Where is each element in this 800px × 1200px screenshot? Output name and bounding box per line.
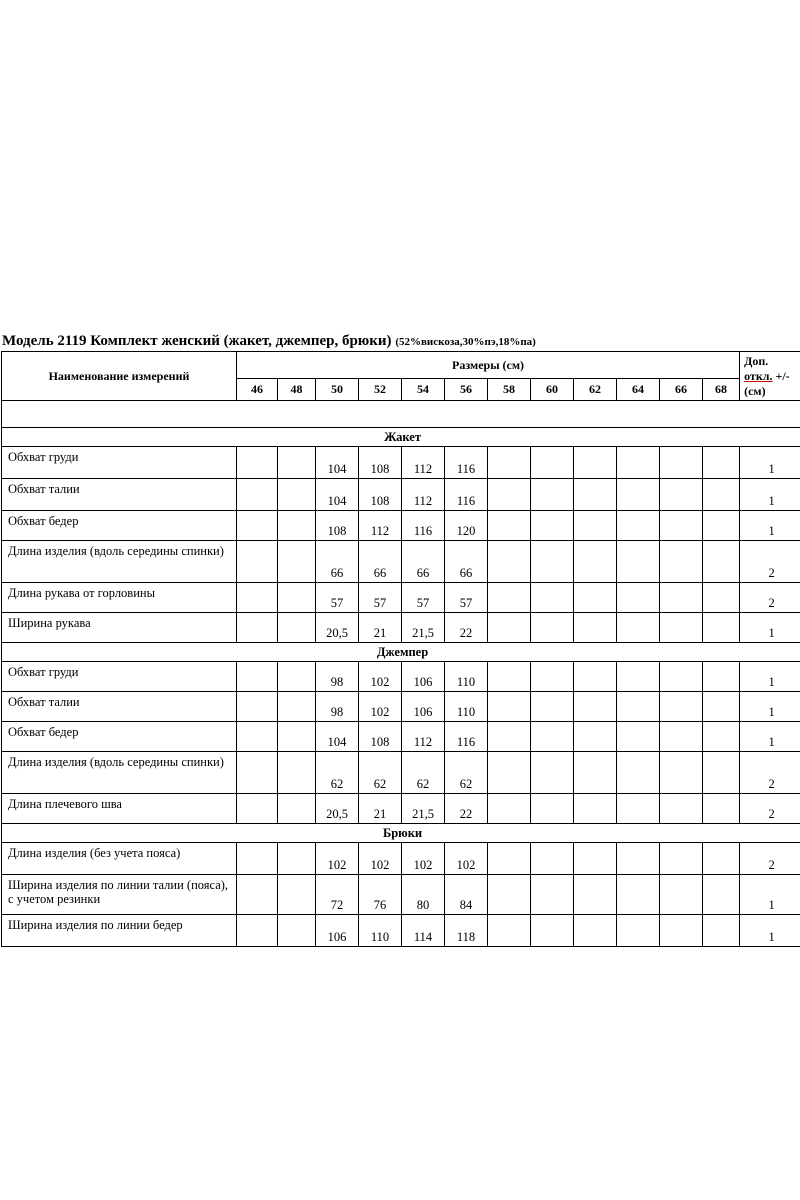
size-value-52: 66 bbox=[359, 541, 402, 583]
section-title: Жакет bbox=[2, 428, 800, 447]
size-value-46 bbox=[237, 875, 278, 915]
size-value-66 bbox=[660, 583, 703, 613]
size-value-52: 102 bbox=[359, 692, 402, 722]
measurement-name: Ширина изделия по линии бедер bbox=[2, 915, 237, 947]
size-value-62 bbox=[574, 843, 617, 875]
size-value-68 bbox=[703, 843, 740, 875]
size-value-58 bbox=[488, 722, 531, 752]
size-value-50: 20,5 bbox=[316, 613, 359, 643]
size-value-68 bbox=[703, 915, 740, 947]
size-value-66 bbox=[660, 692, 703, 722]
size-value-58 bbox=[488, 479, 531, 511]
header-sizes-label: Размеры (см) bbox=[237, 352, 740, 379]
measurement-row bbox=[2, 447, 800, 479]
measurement-name: Длина изделия (вдоль середины спинки) bbox=[2, 752, 237, 794]
size-value-56: 66 bbox=[445, 541, 488, 583]
size-value-66 bbox=[660, 541, 703, 583]
size-value-64 bbox=[617, 541, 660, 583]
size-value-64 bbox=[617, 583, 660, 613]
size-value-66 bbox=[660, 511, 703, 541]
size-value-48 bbox=[278, 479, 316, 511]
size-value-48 bbox=[278, 875, 316, 915]
size-value-56: 22 bbox=[445, 613, 488, 643]
measurement-name: Ширина рукава bbox=[2, 613, 237, 643]
size-value-64 bbox=[617, 692, 660, 722]
size-value-46 bbox=[237, 511, 278, 541]
size-value-62 bbox=[574, 479, 617, 511]
size-value-54: 106 bbox=[402, 662, 445, 692]
size-value-50: 104 bbox=[316, 447, 359, 479]
size-header-50: 50 bbox=[316, 379, 359, 401]
size-value-50: 102 bbox=[316, 843, 359, 875]
size-value-60 bbox=[531, 794, 574, 824]
size-value-62 bbox=[574, 752, 617, 794]
size-value-48 bbox=[278, 511, 316, 541]
size-value-50: 104 bbox=[316, 479, 359, 511]
tolerance-value: 1 bbox=[740, 511, 800, 541]
tolerance-sign: +/- bbox=[772, 369, 790, 383]
size-value-62 bbox=[574, 613, 617, 643]
size-value-46 bbox=[237, 541, 278, 583]
size-value-66 bbox=[660, 447, 703, 479]
size-value-60 bbox=[531, 583, 574, 613]
tolerance-value: 1 bbox=[740, 662, 800, 692]
size-value-60 bbox=[531, 613, 574, 643]
size-value-58 bbox=[488, 875, 531, 915]
size-value-58 bbox=[488, 752, 531, 794]
size-value-48 bbox=[278, 447, 316, 479]
size-value-62 bbox=[574, 915, 617, 947]
size-value-56: 22 bbox=[445, 794, 488, 824]
section-row bbox=[2, 643, 800, 662]
size-header-48: 48 bbox=[278, 379, 316, 401]
size-value-46 bbox=[237, 843, 278, 875]
measurement-row bbox=[2, 692, 800, 722]
size-value-68 bbox=[703, 662, 740, 692]
size-header-46: 46 bbox=[237, 379, 278, 401]
section-title: Джемпер bbox=[2, 643, 800, 662]
size-value-46 bbox=[237, 794, 278, 824]
title-main: Модель 2119 Комплект женский (жакет, джемпер, брюки) bbox=[2, 333, 392, 349]
size-table bbox=[1, 351, 800, 947]
size-value-64 bbox=[617, 479, 660, 511]
size-value-54: 112 bbox=[402, 722, 445, 752]
size-header-60: 60 bbox=[531, 379, 574, 401]
size-value-48 bbox=[278, 541, 316, 583]
size-value-52: 102 bbox=[359, 843, 402, 875]
size-value-50: 62 bbox=[316, 752, 359, 794]
size-value-62 bbox=[574, 662, 617, 692]
size-value-54: 80 bbox=[402, 875, 445, 915]
size-value-46 bbox=[237, 662, 278, 692]
tolerance-line-1: Доп. bbox=[744, 354, 769, 368]
size-value-50: 108 bbox=[316, 511, 359, 541]
spacer-row bbox=[2, 401, 800, 428]
tolerance-value: 2 bbox=[740, 794, 800, 824]
measurement-row bbox=[2, 915, 800, 947]
size-value-54: 106 bbox=[402, 692, 445, 722]
size-value-64 bbox=[617, 875, 660, 915]
measurement-row bbox=[2, 541, 800, 583]
measurement-row bbox=[2, 722, 800, 752]
size-value-54: 21,5 bbox=[402, 794, 445, 824]
size-header-54: 54 bbox=[402, 379, 445, 401]
size-header-62: 62 bbox=[574, 379, 617, 401]
size-value-62 bbox=[574, 692, 617, 722]
size-value-60 bbox=[531, 843, 574, 875]
measurement-row bbox=[2, 662, 800, 692]
size-value-48 bbox=[278, 583, 316, 613]
header-tolerance bbox=[740, 352, 800, 401]
size-value-62 bbox=[574, 583, 617, 613]
size-value-48 bbox=[278, 794, 316, 824]
size-value-68 bbox=[703, 583, 740, 613]
size-header-52: 52 bbox=[359, 379, 402, 401]
size-value-68 bbox=[703, 447, 740, 479]
size-value-60 bbox=[531, 692, 574, 722]
size-value-60 bbox=[531, 875, 574, 915]
title-fabric: (52%вискоза,30%пэ,18%па) bbox=[395, 336, 536, 348]
header-measurement-name: Наименование измерений bbox=[2, 352, 237, 401]
size-value-54: 112 bbox=[402, 447, 445, 479]
tolerance-value: 1 bbox=[740, 915, 800, 947]
size-value-60 bbox=[531, 752, 574, 794]
size-value-60 bbox=[531, 915, 574, 947]
section-row bbox=[2, 428, 800, 447]
size-value-54: 57 bbox=[402, 583, 445, 613]
size-value-50: 104 bbox=[316, 722, 359, 752]
size-value-68 bbox=[703, 479, 740, 511]
size-value-52: 102 bbox=[359, 662, 402, 692]
size-value-60 bbox=[531, 479, 574, 511]
size-value-54: 62 bbox=[402, 752, 445, 794]
size-value-64 bbox=[617, 613, 660, 643]
size-value-54: 66 bbox=[402, 541, 445, 583]
size-value-66 bbox=[660, 752, 703, 794]
size-value-50: 66 bbox=[316, 541, 359, 583]
size-value-52: 21 bbox=[359, 794, 402, 824]
size-header-56: 56 bbox=[445, 379, 488, 401]
size-value-48 bbox=[278, 692, 316, 722]
size-value-58 bbox=[488, 843, 531, 875]
tolerance-value: 1 bbox=[740, 875, 800, 915]
size-value-48 bbox=[278, 662, 316, 692]
size-value-50: 20,5 bbox=[316, 794, 359, 824]
size-value-64 bbox=[617, 447, 660, 479]
size-value-60 bbox=[531, 447, 574, 479]
tolerance-value: 2 bbox=[740, 843, 800, 875]
measurement-name: Ширина изделия по линии талии (пояса), с учетом резинки bbox=[2, 875, 237, 915]
size-value-66 bbox=[660, 613, 703, 643]
size-value-66 bbox=[660, 915, 703, 947]
size-value-50: 98 bbox=[316, 662, 359, 692]
measurement-name: Обхват груди bbox=[2, 662, 237, 692]
size-value-46 bbox=[237, 722, 278, 752]
size-value-52: 108 bbox=[359, 722, 402, 752]
size-value-68 bbox=[703, 541, 740, 583]
size-value-68 bbox=[703, 875, 740, 915]
size-value-66 bbox=[660, 479, 703, 511]
tolerance-value: 1 bbox=[740, 447, 800, 479]
measurement-name: Обхват бедер bbox=[2, 511, 237, 541]
size-value-48 bbox=[278, 915, 316, 947]
size-value-64 bbox=[617, 511, 660, 541]
tolerance-value: 1 bbox=[740, 613, 800, 643]
measurement-name: Длина рукава от горловины bbox=[2, 583, 237, 613]
size-value-68 bbox=[703, 722, 740, 752]
size-value-56: 62 bbox=[445, 752, 488, 794]
size-value-52: 108 bbox=[359, 479, 402, 511]
size-value-48 bbox=[278, 722, 316, 752]
size-value-64 bbox=[617, 722, 660, 752]
size-value-62 bbox=[574, 447, 617, 479]
measurement-name: Обхват талии bbox=[2, 692, 237, 722]
tolerance-value: 2 bbox=[740, 541, 800, 583]
measurement-row bbox=[2, 511, 800, 541]
size-value-68 bbox=[703, 794, 740, 824]
size-value-58 bbox=[488, 541, 531, 583]
tolerance-value: 2 bbox=[740, 752, 800, 794]
size-value-52: 57 bbox=[359, 583, 402, 613]
size-value-60 bbox=[531, 511, 574, 541]
size-value-52: 112 bbox=[359, 511, 402, 541]
size-value-46 bbox=[237, 752, 278, 794]
measurement-name: Длина плечевого шва bbox=[2, 794, 237, 824]
tolerance-abbr: откл. bbox=[744, 369, 773, 383]
size-value-56: 102 bbox=[445, 843, 488, 875]
tolerance-unit: (см) bbox=[744, 384, 766, 398]
size-value-52: 21 bbox=[359, 613, 402, 643]
size-value-50: 72 bbox=[316, 875, 359, 915]
size-value-68 bbox=[703, 692, 740, 722]
size-value-54: 114 bbox=[402, 915, 445, 947]
size-header-58: 58 bbox=[488, 379, 531, 401]
size-value-46 bbox=[237, 479, 278, 511]
measurement-row bbox=[2, 613, 800, 643]
size-header-66: 66 bbox=[660, 379, 703, 401]
size-value-50: 98 bbox=[316, 692, 359, 722]
measurement-row bbox=[2, 794, 800, 824]
size-value-64 bbox=[617, 915, 660, 947]
measurement-name: Обхват бедер bbox=[2, 722, 237, 752]
size-value-54: 102 bbox=[402, 843, 445, 875]
size-value-60 bbox=[531, 541, 574, 583]
tolerance-value: 1 bbox=[740, 722, 800, 752]
size-value-56: 110 bbox=[445, 692, 488, 722]
size-value-56: 57 bbox=[445, 583, 488, 613]
size-value-52: 110 bbox=[359, 915, 402, 947]
size-value-56: 120 bbox=[445, 511, 488, 541]
size-value-46 bbox=[237, 915, 278, 947]
size-value-56: 110 bbox=[445, 662, 488, 692]
section-title: Брюки bbox=[2, 824, 800, 843]
size-value-52: 62 bbox=[359, 752, 402, 794]
measurement-name: Обхват груди bbox=[2, 447, 237, 479]
size-value-60 bbox=[531, 662, 574, 692]
size-value-66 bbox=[660, 875, 703, 915]
measurement-row bbox=[2, 583, 800, 613]
size-value-56: 118 bbox=[445, 915, 488, 947]
section-row bbox=[2, 824, 800, 843]
size-value-64 bbox=[617, 662, 660, 692]
size-value-58 bbox=[488, 662, 531, 692]
measurement-row bbox=[2, 875, 800, 915]
size-value-62 bbox=[574, 541, 617, 583]
size-value-64 bbox=[617, 752, 660, 794]
document-title bbox=[2, 333, 536, 350]
size-value-58 bbox=[488, 583, 531, 613]
size-value-62 bbox=[574, 511, 617, 541]
size-value-64 bbox=[617, 794, 660, 824]
measurement-row bbox=[2, 843, 800, 875]
size-value-46 bbox=[237, 613, 278, 643]
size-value-62 bbox=[574, 875, 617, 915]
size-value-56: 116 bbox=[445, 479, 488, 511]
size-value-58 bbox=[488, 511, 531, 541]
tolerance-value: 1 bbox=[740, 692, 800, 722]
size-value-52: 76 bbox=[359, 875, 402, 915]
size-value-50: 57 bbox=[316, 583, 359, 613]
size-value-48 bbox=[278, 843, 316, 875]
size-value-56: 116 bbox=[445, 447, 488, 479]
measurement-name: Обхват талии bbox=[2, 479, 237, 511]
size-value-46 bbox=[237, 692, 278, 722]
size-value-58 bbox=[488, 915, 531, 947]
size-value-50: 106 bbox=[316, 915, 359, 947]
size-value-46 bbox=[237, 583, 278, 613]
size-value-58 bbox=[488, 794, 531, 824]
size-value-54: 21,5 bbox=[402, 613, 445, 643]
size-value-46 bbox=[237, 447, 278, 479]
size-value-56: 116 bbox=[445, 722, 488, 752]
size-value-58 bbox=[488, 613, 531, 643]
measurement-row bbox=[2, 752, 800, 794]
size-value-64 bbox=[617, 843, 660, 875]
size-value-58 bbox=[488, 692, 531, 722]
size-value-56: 84 bbox=[445, 875, 488, 915]
size-value-48 bbox=[278, 752, 316, 794]
size-value-58 bbox=[488, 447, 531, 479]
spacer-cell bbox=[2, 401, 800, 428]
measurement-name: Длина изделия (вдоль середины спинки) bbox=[2, 541, 237, 583]
size-value-68 bbox=[703, 613, 740, 643]
size-value-68 bbox=[703, 752, 740, 794]
size-header-64: 64 bbox=[617, 379, 660, 401]
size-value-60 bbox=[531, 722, 574, 752]
size-value-66 bbox=[660, 794, 703, 824]
tolerance-value: 1 bbox=[740, 479, 800, 511]
size-value-66 bbox=[660, 722, 703, 752]
size-header-68: 68 bbox=[703, 379, 740, 401]
size-value-54: 112 bbox=[402, 479, 445, 511]
size-value-62 bbox=[574, 722, 617, 752]
size-value-66 bbox=[660, 662, 703, 692]
size-value-68 bbox=[703, 511, 740, 541]
size-value-54: 116 bbox=[402, 511, 445, 541]
size-value-66 bbox=[660, 843, 703, 875]
measurement-name: Длина изделия (без учета пояса) bbox=[2, 843, 237, 875]
measurement-row bbox=[2, 479, 800, 511]
size-value-62 bbox=[574, 794, 617, 824]
size-value-52: 108 bbox=[359, 447, 402, 479]
size-value-48 bbox=[278, 613, 316, 643]
tolerance-value: 2 bbox=[740, 583, 800, 613]
